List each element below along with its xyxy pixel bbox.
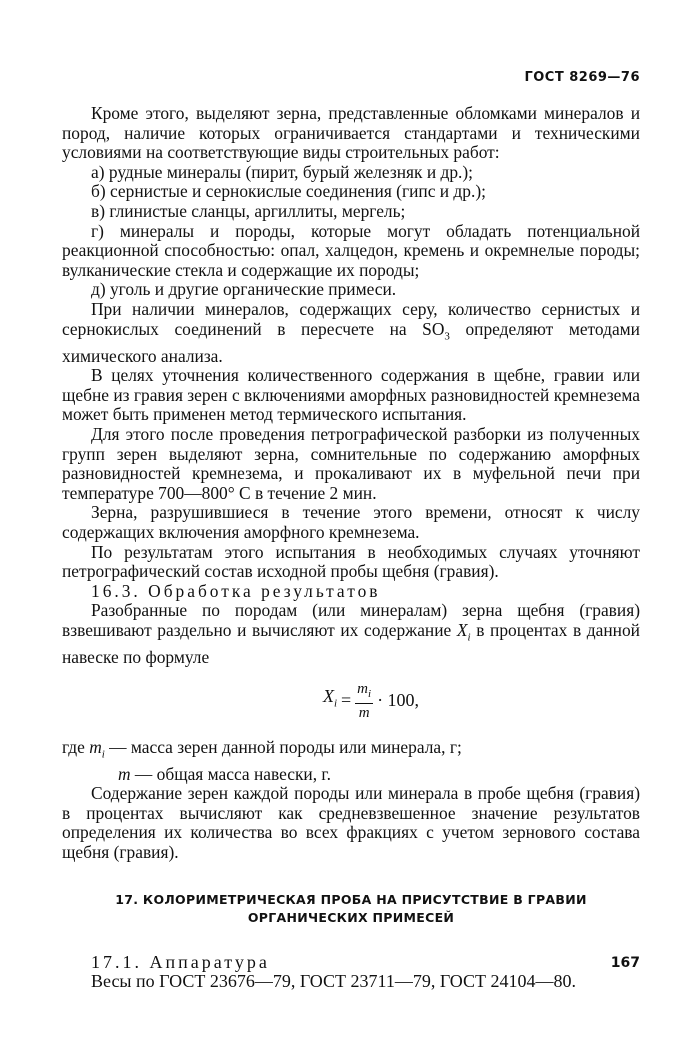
paragraph-weighing-part1: Разобранные по породам (или минералам) зерна щебня (гравия) взвешивают раздельно и вычисляют их содержание: [62, 600, 640, 640]
standard-code-header: ГОСТ 8269—76: [524, 70, 640, 85]
formula-numerator-letter: m: [357, 680, 368, 697]
subsection-16-3-heading: 16.3. Обработка результатов: [91, 580, 381, 601]
paragraph-scales: Весы по ГОСТ 23676—79, ГОСТ 23711—79, ГОСТ 24104—80.: [91, 971, 577, 992]
list-item-e: д) уголь и другие органические примеси.: [91, 279, 397, 300]
paragraph-sulfur-part2: определяют методами химического анализа.: [62, 318, 640, 366]
paragraph-intro: Кроме этого, выделяют зерна, представленные обломками минералов и пород, наличие которых ограничивается стандартами и техническими условиями на соответствующие виды строительных работ:: [62, 103, 640, 163]
paragraph-weighing: [62, 601, 640, 667]
formula-lhs-letter: X: [322, 686, 334, 707]
mi-letter: m: [89, 736, 102, 757]
paragraph-procedure: Для этого после проведения петрографической разборки из полученных групп зерен выделяют зерна, сомнительные по содержанию аморфных разновидностей кремнезема, и прокаливают их в муфельной печи при температуре 700—800° С в течение 2 мин.: [62, 423, 640, 503]
where-line-mi: [62, 738, 640, 765]
formula-denominator: m: [358, 704, 370, 721]
list-item-a: а) рудные минералы (пирит, бурый железняк и др.);: [91, 161, 474, 182]
formula-numerator: [355, 682, 373, 704]
formula-multiplier: · 100,: [377, 690, 420, 711]
formula: [102, 682, 640, 726]
formula-fraction: [355, 682, 373, 721]
m-variable: m: [118, 763, 131, 784]
mi-subscript: i: [101, 748, 105, 761]
paragraph-sulfur: [62, 300, 640, 366]
paragraph-results: По результатам этого испытания в необходимых случаях уточняют петрографический состав исходной пробы щебня (гравия).: [62, 541, 640, 582]
where-line-m: [62, 765, 640, 785]
list-item-c: в) глинистые сланцы, аргиллиты, мергель;: [91, 200, 406, 221]
paragraph-sulfur-part1: При наличии минералов, содержащих серу, количество сернистых и сернокислых соединений в пересчете на SO: [62, 298, 640, 339]
paragraph-thermal-test: В целях уточнения количественного содержания в щебне, гравии или щебне из гравия зерен с включениями аморфных разновидностей кремнезема может быть применен метод термического испытания.: [62, 365, 640, 425]
m-definition: — общая масса навески, г.: [130, 763, 331, 784]
formula-numerator-subscript: i: [368, 687, 372, 700]
subsection-17-1-heading: 17.1. Аппаратура: [91, 951, 270, 972]
mi-definition: — масса зерен данной породы или минерала, г;: [104, 736, 462, 757]
formula-lhs-subscript: i: [333, 698, 337, 711]
section-17-title-line2: ОРГАНИЧЕСКИХ ПРИМЕСЕЙ: [247, 909, 455, 925]
mi-variable: [89, 736, 105, 761]
list-item-d: г) минералы и породы, которые могут обладать потенциальной реакционной способностью: опал, халцедон, кремень и окремнелые породы; вулканические стекла и содержащие их породы;: [62, 220, 640, 280]
formula-lhs: [323, 687, 337, 714]
list-item-b: б) сернистые и сернокислые соединения (гипс и др.);: [91, 181, 486, 202]
formula-equals: =: [341, 690, 352, 711]
xi-subscript: i: [467, 631, 471, 644]
page-number: 167: [610, 955, 640, 971]
paragraph-destroyed-grains: Зерна, разрушившиеся в течение этого времени, относят к числу содержащих включения аморфного кремнезема.: [62, 502, 640, 542]
xi-letter: X: [456, 619, 468, 640]
section-17-title: [62, 891, 640, 927]
paragraph-weighing-part2: в процентах в данной навеске по формуле: [62, 619, 640, 667]
so3-subscript: 3: [444, 330, 450, 342]
section-17-title-line1: 17. КОЛОРИМЕТРИЧЕСКАЯ ПРОБА НА ПРИСУТСТВИЕ В ГРАВИИ: [115, 891, 587, 907]
where-prefix: где: [62, 736, 90, 757]
body-text: [62, 104, 640, 992]
paragraph-weighted-average: Содержание зерен каждой породы или минерала в пробе щебня (гравия) в процентах вычисляют как средневзвешенное значение результатов определения их количества во всех фракциях с учетом зернового состава щебня (гравия).: [62, 783, 640, 862]
xi-variable: [456, 619, 471, 644]
